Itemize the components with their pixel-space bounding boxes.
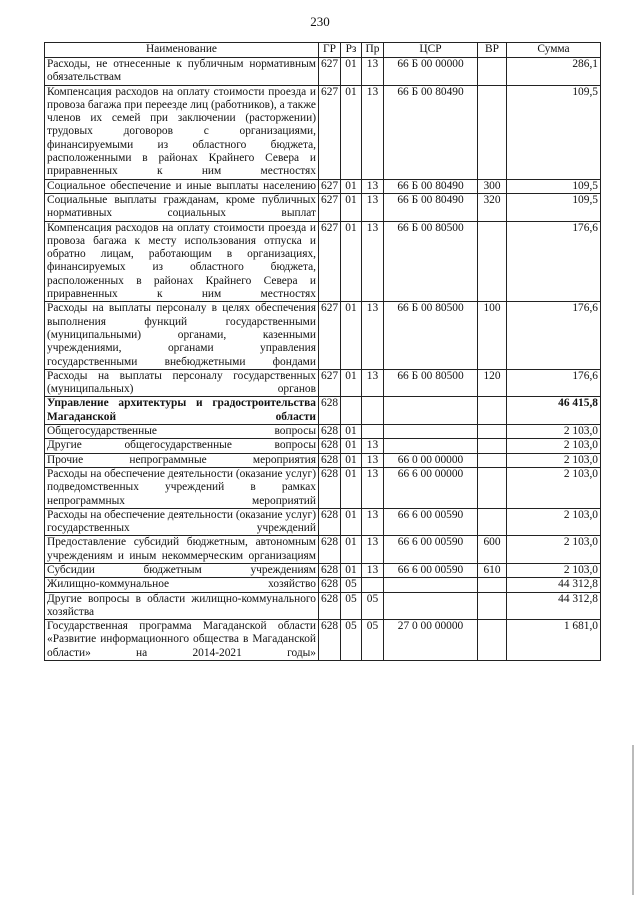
cell-pr: 13 xyxy=(362,467,384,508)
cell-pr: 13 xyxy=(362,439,384,453)
cell-vr xyxy=(478,425,507,439)
cell-csr: 66 Б 00 00000 xyxy=(384,58,478,86)
cell-name: Расходы на обеспечение деятельности (оказание услуг) подведомственных учреждений в рамках непрограммных мероприятий xyxy=(45,467,319,508)
cell-pr: 05 xyxy=(362,592,384,620)
table-row xyxy=(45,425,601,439)
cell-gr: 628 xyxy=(319,467,341,508)
cell-name: Прочие непрограммные мероприятия xyxy=(45,453,319,467)
cell-gr: 627 xyxy=(319,58,341,86)
cell-csr: 66 6 00 00590 xyxy=(384,536,478,564)
cell-vr: 100 xyxy=(478,302,507,369)
table-row xyxy=(45,620,601,661)
cell-gr: 628 xyxy=(319,397,341,425)
cell-rz xyxy=(341,397,362,425)
cell-gr: 628 xyxy=(319,453,341,467)
header-csr: ЦСР xyxy=(384,43,478,58)
cell-name: Жилищно-коммунальное хозяйство xyxy=(45,578,319,592)
cell-vr: 610 xyxy=(478,563,507,577)
cell-sum: 2 103,0 xyxy=(507,563,601,577)
cell-csr xyxy=(384,397,478,425)
table-row xyxy=(45,578,601,592)
table-row xyxy=(45,369,601,397)
cell-pr: 13 xyxy=(362,221,384,302)
cell-rz: 01 xyxy=(341,563,362,577)
cell-name: Государственная программа Магаданской области «Развитие информационного общества в Магаданской области» на 2014-2021 годы» xyxy=(45,620,319,661)
cell-sum: 109,5 xyxy=(507,193,601,221)
cell-gr: 627 xyxy=(319,85,341,179)
table-row xyxy=(45,302,601,369)
cell-csr xyxy=(384,439,478,453)
cell-name: Расходы на выплаты персоналу государственных (муниципальных) органов xyxy=(45,369,319,397)
cell-gr: 628 xyxy=(319,563,341,577)
cell-rz: 05 xyxy=(341,578,362,592)
table-row xyxy=(45,508,601,536)
cell-gr: 628 xyxy=(319,620,341,661)
cell-gr: 627 xyxy=(319,302,341,369)
cell-pr xyxy=(362,425,384,439)
cell-csr: 66 Б 00 80490 xyxy=(384,179,478,193)
cell-csr: 66 0 00 00000 xyxy=(384,453,478,467)
cell-pr: 13 xyxy=(362,369,384,397)
cell-vr xyxy=(478,85,507,179)
cell-sum: 176,6 xyxy=(507,369,601,397)
cell-name: Предоставление субсидий бюджетным, автономным учреждениям и иным некоммерческим организациям xyxy=(45,536,319,564)
cell-sum: 286,1 xyxy=(507,58,601,86)
cell-pr: 05 xyxy=(362,620,384,661)
cell-vr: 300 xyxy=(478,179,507,193)
cell-vr xyxy=(478,467,507,508)
cell-sum: 1 681,0 xyxy=(507,620,601,661)
cell-vr xyxy=(478,221,507,302)
cell-rz: 01 xyxy=(341,193,362,221)
table-row xyxy=(45,221,601,302)
cell-gr: 628 xyxy=(319,536,341,564)
cell-name: Управление архитектуры и градостроительства Магаданской области xyxy=(45,397,319,425)
cell-vr: 120 xyxy=(478,369,507,397)
cell-csr xyxy=(384,592,478,620)
table-row xyxy=(45,439,601,453)
cell-sum: 46 415,8 xyxy=(507,397,601,425)
cell-rz: 01 xyxy=(341,58,362,86)
cell-vr: 600 xyxy=(478,536,507,564)
cell-sum: 2 103,0 xyxy=(507,467,601,508)
cell-name: Компенсация расходов на оплату стоимости проезда и провоза багажа при переезде лиц (работников), а также членов их семей при заключении (расторжении) трудовых договоров с организациями, финансируемыми из областного бюджета, расположенными в районах Крайнего Севера и приравненных к ним местностях xyxy=(45,85,319,179)
cell-rz: 01 xyxy=(341,85,362,179)
cell-gr: 628 xyxy=(319,578,341,592)
cell-rz: 01 xyxy=(341,467,362,508)
cell-name: Расходы на выплаты персоналу в целях обеспечения выполнения функций государственными (муниципальными) органами, казенными учреждениями, органами управления государственными внебюджетными фондами xyxy=(45,302,319,369)
cell-rz: 01 xyxy=(341,221,362,302)
cell-sum: 44 312,8 xyxy=(507,578,601,592)
cell-csr: 27 0 00 00000 xyxy=(384,620,478,661)
cell-sum: 44 312,8 xyxy=(507,592,601,620)
header-vr: ВР xyxy=(478,43,507,58)
budget-table xyxy=(44,42,601,661)
cell-vr xyxy=(478,58,507,86)
cell-sum: 109,5 xyxy=(507,85,601,179)
cell-gr: 628 xyxy=(319,439,341,453)
cell-sum: 2 103,0 xyxy=(507,508,601,536)
cell-rz: 01 xyxy=(341,425,362,439)
header-gr: ГР xyxy=(319,43,341,58)
cell-vr xyxy=(478,578,507,592)
table-row xyxy=(45,592,601,620)
cell-sum: 176,6 xyxy=(507,221,601,302)
cell-vr xyxy=(478,508,507,536)
scan-edge-mark xyxy=(632,745,634,895)
cell-pr xyxy=(362,397,384,425)
cell-pr: 13 xyxy=(362,508,384,536)
table-row xyxy=(45,453,601,467)
cell-pr: 13 xyxy=(362,179,384,193)
cell-csr: 66 6 00 00000 xyxy=(384,467,478,508)
cell-csr: 66 Б 00 80500 xyxy=(384,369,478,397)
cell-name: Субсидии бюджетным учреждениям xyxy=(45,563,319,577)
cell-gr: 627 xyxy=(319,179,341,193)
cell-sum: 2 103,0 xyxy=(507,425,601,439)
cell-rz: 05 xyxy=(341,592,362,620)
cell-vr xyxy=(478,592,507,620)
table-row xyxy=(45,193,601,221)
cell-pr: 13 xyxy=(362,302,384,369)
cell-pr: 13 xyxy=(362,58,384,86)
cell-sum: 2 103,0 xyxy=(507,439,601,453)
cell-gr: 628 xyxy=(319,592,341,620)
cell-sum: 2 103,0 xyxy=(507,453,601,467)
cell-gr: 627 xyxy=(319,193,341,221)
cell-rz: 01 xyxy=(341,439,362,453)
cell-gr: 628 xyxy=(319,425,341,439)
cell-pr: 13 xyxy=(362,563,384,577)
cell-name: Социальное обеспечение и иные выплаты населению xyxy=(45,179,319,193)
cell-sum: 176,6 xyxy=(507,302,601,369)
cell-gr: 628 xyxy=(319,508,341,536)
cell-gr: 627 xyxy=(319,369,341,397)
cell-rz: 01 xyxy=(341,508,362,536)
cell-csr xyxy=(384,425,478,439)
table-row xyxy=(45,563,601,577)
cell-rz: 01 xyxy=(341,302,362,369)
cell-name: Расходы, не отнесенные к публичным нормативным обязательствам xyxy=(45,58,319,86)
cell-name: Другие общегосударственные вопросы xyxy=(45,439,319,453)
cell-rz: 01 xyxy=(341,369,362,397)
header-sum: Сумма xyxy=(507,43,601,58)
cell-csr: 66 Б 00 80490 xyxy=(384,193,478,221)
table-row xyxy=(45,85,601,179)
cell-vr xyxy=(478,439,507,453)
cell-pr xyxy=(362,578,384,592)
cell-rz: 01 xyxy=(341,536,362,564)
header-rz: Рз xyxy=(341,43,362,58)
cell-sum: 2 103,0 xyxy=(507,536,601,564)
cell-pr: 13 xyxy=(362,193,384,221)
table-body xyxy=(45,58,601,661)
cell-csr: 66 Б 00 80490 xyxy=(384,85,478,179)
cell-name: Компенсация расходов на оплату стоимости проезда и провоза багажа к месту использования отпуска и обратно лицам, работающим в организациях, финансируемых из областного бюджета, расположенных в районах Крайнего Севера и приравненных к ним местностях xyxy=(45,221,319,302)
cell-rz: 01 xyxy=(341,453,362,467)
cell-rz: 01 xyxy=(341,179,362,193)
cell-name: Социальные выплаты гражданам, кроме публичных нормативных социальных выплат xyxy=(45,193,319,221)
cell-pr: 13 xyxy=(362,453,384,467)
cell-gr: 627 xyxy=(319,221,341,302)
cell-csr: 66 6 00 00590 xyxy=(384,508,478,536)
cell-name: Расходы на обеспечение деятельности (оказание услуг) государственных учреждений xyxy=(45,508,319,536)
cell-csr: 66 6 00 00590 xyxy=(384,563,478,577)
table-row xyxy=(45,58,601,86)
table-row xyxy=(45,467,601,508)
cell-name: Общегосударственные вопросы xyxy=(45,425,319,439)
page-number: 230 xyxy=(310,14,330,29)
cell-pr: 13 xyxy=(362,85,384,179)
cell-vr: 320 xyxy=(478,193,507,221)
table-row xyxy=(45,179,601,193)
table-header-row xyxy=(45,43,601,58)
cell-csr xyxy=(384,578,478,592)
cell-rz: 05 xyxy=(341,620,362,661)
header-name: Наименование xyxy=(45,43,319,58)
cell-sum: 109,5 xyxy=(507,179,601,193)
cell-csr: 66 Б 00 80500 xyxy=(384,221,478,302)
cell-vr xyxy=(478,453,507,467)
cell-csr: 66 Б 00 80500 xyxy=(384,302,478,369)
cell-vr xyxy=(478,397,507,425)
cell-pr: 13 xyxy=(362,536,384,564)
table-row xyxy=(45,397,601,425)
table-row xyxy=(45,536,601,564)
header-pr: Пр xyxy=(362,43,384,58)
cell-name: Другие вопросы в области жилищно-коммунального хозяйства xyxy=(45,592,319,620)
cell-vr xyxy=(478,620,507,661)
